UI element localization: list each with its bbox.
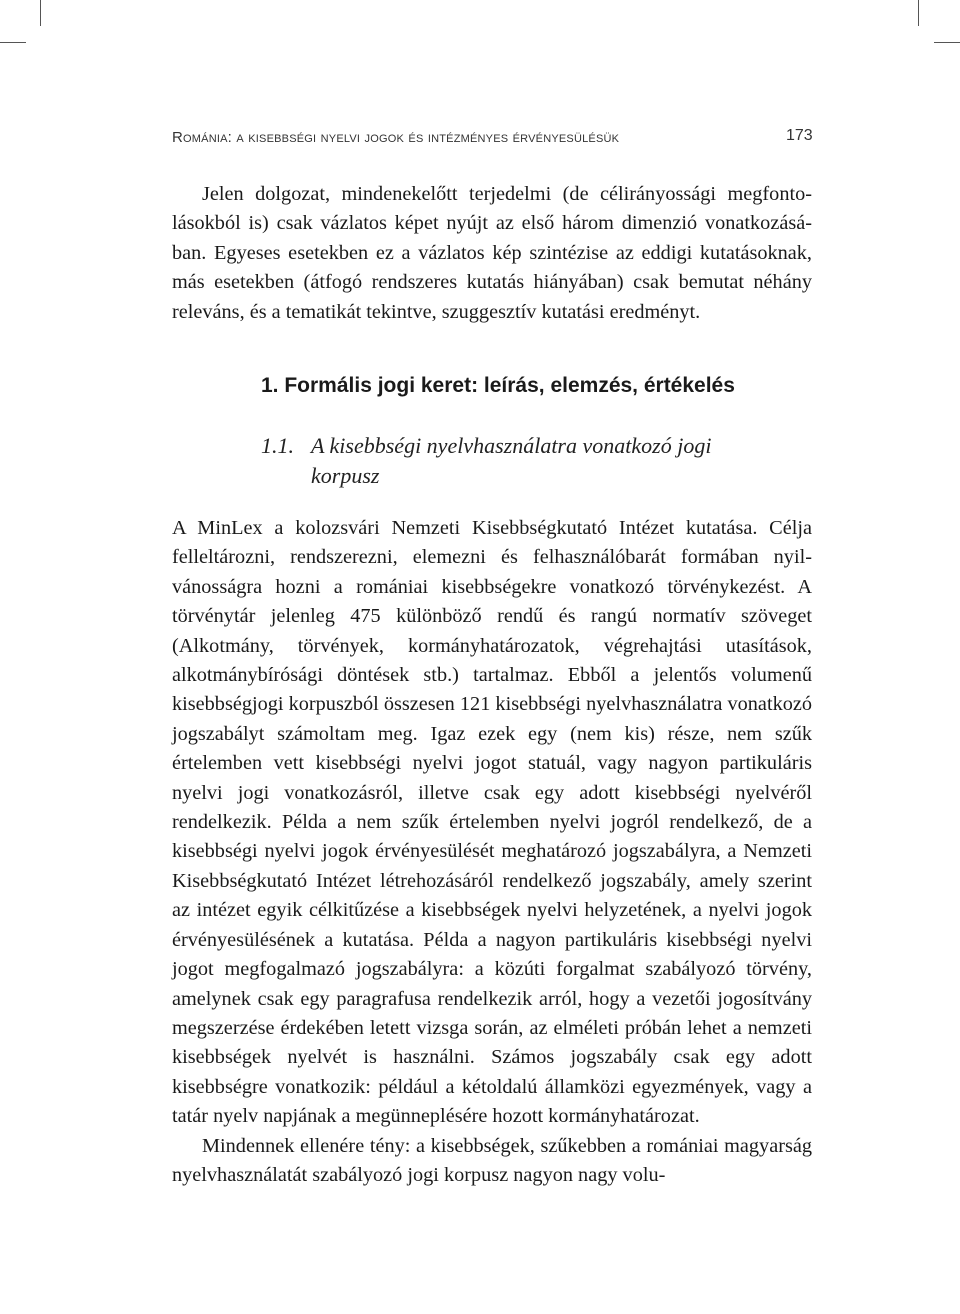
body-paragraph-2: Mindennek ellenére tény: a kisebbségek, szűkebben a romániai magyarság nyelvhasználatát szabályozó jogi korpusz nagyon nagy volu- (172, 1134, 812, 1186)
subsection-title-line2: korpusz (311, 463, 380, 488)
intro-paragraph: Jelen dolgozat, mindenekelőtt terjedelmi (de célirányossági megfontolásokból is) csak vázlatos képet nyújt az első három dimenzió vonatkozásában. Egyeses esetekben ez a vázlatos kép szintézise az eddigi kutatásoknak, más esetekben (átfogó rendszeres kutatás hiányában) csak bemutat néhány releváns, és a tematikát tekintve, szuggesztív kutatási eredményt. (172, 183, 812, 323)
subsection-title-line1: A kisebbségi nyelvhasználatra vonatkozó jogi (311, 433, 712, 458)
crop-mark-top-right-horizontal (934, 42, 960, 43)
subsection-heading (261, 431, 781, 491)
body-text (172, 514, 812, 1190)
crop-mark-top-left-vertical (40, 0, 41, 26)
subsection-number: 1.1. (261, 433, 294, 458)
body-paragraph-1: A MinLex a kolozsvári Nemzeti Kisebbségkutató Intézet kutatása. Célja felleltározni, rendszerezni, elemezni és felhasználóbarát formában nyilvánosságra hozni a romániai kisebbségekre vonatkozó törvénykezést. A törvénytár jelenleg 475 különböző rendű és rangú normatív szöveget (Alkotmány, törvények, kormányhatározatok, végrehajtási utasítások, alkotmánybírósági döntések stb.) tartalmaz. Ebből a jelentős volumenű kisebbségjogi korpuszból összesen 121 kisebbségi nyelvhasználatra vonatkozó jogszabályt számoltam meg. Igaz ezek egy (nem kis) része, nem szűk értelemben vett kisebbségi nyelvi jogot statuál, vagy nagyon partikuláris nyelvi jogi vonatkozásról, illetve csak egy adott kisebbségi nyelvéről rendelkezik. Példa a nem szűk értelemben nyelvi jogról rendelkező, de a kisebbségi nyelvi jogok érvényesülését meghatározó jogszabályra, a Nemzeti Kisebbségkutató Intézet létrehozásáról rendelkező jogszabály, amely szerint az intézet egyik célkitűzése a kisebbségek nyelvi helyzetének, a nyelvi jogok érvényesülésének a kutatása. Példa a nagyon partikuláris kisebbségi nyelvi jogot megfogalmazó jogszabályra: a közúti forgalmat szabályozó törvény, amelynek csak egy paragrafusa rendelkezik arról, hogy a vezetői jogosítvány megszerzése érdekében letett vizsga során, az elméleti próbán lehet a nemzeti kisebbségek nyelvét is használni. Számos jogszabály csak egy adott kisebbségre vonatkozik: például a kétoldalú államközi egyezmények, vagy a tatár nyelv napjának a megünneplésére hozott kormányhatározat. (172, 517, 812, 1128)
section-heading: 1. Formális jogi keret: leírás, elemzés, értékelés (261, 374, 735, 397)
page-number: 173 (786, 127, 813, 144)
running-head: Románia: a kisebbségi nyelvi jogok és intézményes érvényesülésük (172, 129, 620, 146)
crop-mark-top-right-vertical (918, 0, 919, 26)
intro-paragraph-block (172, 180, 812, 327)
crop-mark-top-left-horizontal (0, 42, 26, 43)
